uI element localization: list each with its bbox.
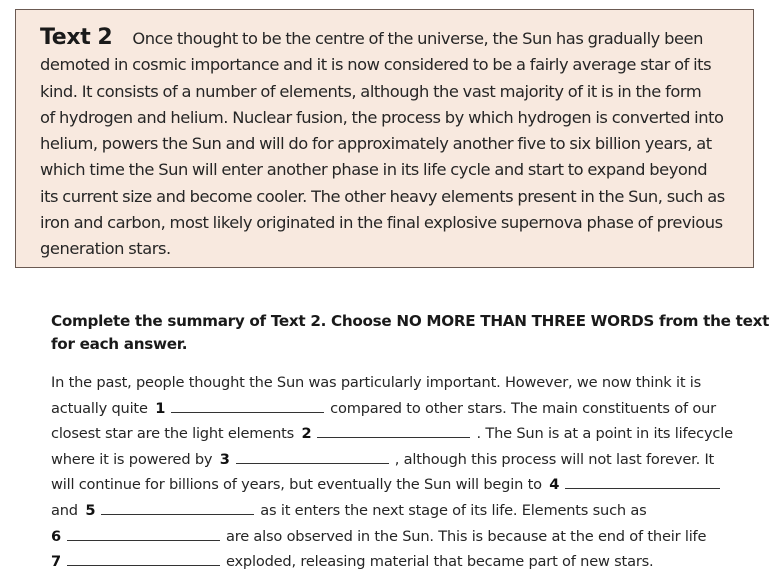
answer-blank-3[interactable] bbox=[236, 447, 389, 464]
answer-blank-6[interactable] bbox=[67, 524, 220, 541]
answer-blank-2[interactable] bbox=[317, 421, 470, 438]
summary-line-text: and bbox=[51, 501, 78, 519]
answer-blank-4[interactable] bbox=[565, 472, 720, 489]
summary-line-text: In the past, people thought the Sun was particularly important. However, we now think it is bbox=[51, 374, 702, 391]
summary-line-text: actually quite bbox=[51, 399, 148, 417]
question-number-4: 4 bbox=[549, 476, 560, 494]
summary-line bbox=[51, 396, 771, 422]
passage-line: of hydrogen and helium. Nuclear fusion, the process by which hydrogen is converted into bbox=[40, 107, 724, 127]
question-number-1: 1 bbox=[155, 399, 166, 417]
summary-instructions bbox=[51, 310, 770, 356]
question-number-2: 2 bbox=[301, 425, 312, 443]
passage-line: iron and carbon, most likely originated in the final explosive supernova phase of previous bbox=[40, 213, 723, 233]
instructions-line: Complete the summary of Text 2. Choose NO MORE THAN THREE WORDS from the text bbox=[51, 312, 770, 330]
summary-line bbox=[51, 370, 771, 396]
instructions-line: for each answer. bbox=[51, 335, 188, 353]
text-2-title: Text 2 bbox=[40, 25, 113, 50]
summary-line-text: where it is powered by bbox=[51, 450, 213, 468]
summary-line bbox=[51, 447, 771, 473]
summary-line-text: . The Sun is at a point in its lifecycle bbox=[476, 425, 733, 443]
answer-blank-5[interactable] bbox=[101, 498, 254, 515]
summary-text bbox=[51, 370, 771, 575]
answer-blank-7[interactable] bbox=[67, 549, 220, 566]
summary-line-text: will continue for billions of years, but eventually the Sun will begin to bbox=[51, 476, 542, 494]
summary-line-text: compared to other stars. The main constituents of our bbox=[330, 399, 716, 417]
passage-line: generation stars. bbox=[40, 239, 171, 259]
passage-line: helium, powers the Sun and will do for approximately another five to six billion years, at bbox=[40, 134, 712, 154]
passage-line bbox=[40, 25, 745, 52]
passage-line: its current size and become cooler. The other heavy elements present in the Sun, such as bbox=[40, 186, 725, 206]
answer-blank-1[interactable] bbox=[171, 396, 324, 413]
passage-line: which time the Sun will enter another phase in its life cycle and start to expand beyond bbox=[40, 160, 708, 180]
passage-line: kind. It consists of a number of elements, although the vast majority of it is in the form bbox=[40, 81, 702, 101]
summary-line-text: closest star are the light elements bbox=[51, 425, 295, 443]
summary-line bbox=[51, 472, 771, 498]
summary-line-text: exploded, releasing material that became part of new stars. bbox=[225, 553, 654, 571]
summary-line bbox=[51, 498, 771, 524]
passage-line-text: Once thought to be the centre of the universe, the Sun has gradually been bbox=[132, 29, 703, 48]
summary-line bbox=[51, 549, 771, 575]
summary-line bbox=[51, 421, 771, 447]
question-number-7: 7 bbox=[51, 553, 61, 571]
summary-line-text: , although this process will not last forever. It bbox=[394, 450, 715, 468]
question-number-6: 6 bbox=[51, 527, 61, 545]
text-2-passage-box bbox=[15, 9, 754, 268]
question-number-5: 5 bbox=[85, 501, 96, 519]
summary-line-text: as it enters the next stage of its life. Elements such as bbox=[260, 501, 647, 519]
question-number-3: 3 bbox=[219, 450, 230, 468]
summary-line bbox=[51, 524, 771, 550]
passage-line: demoted in cosmic importance and it is now considered to be a fairly average star of its bbox=[40, 55, 712, 75]
summary-line-text: are also observed in the Sun. This is because at the end of their life bbox=[225, 527, 707, 545]
text-2-passage bbox=[40, 25, 745, 263]
